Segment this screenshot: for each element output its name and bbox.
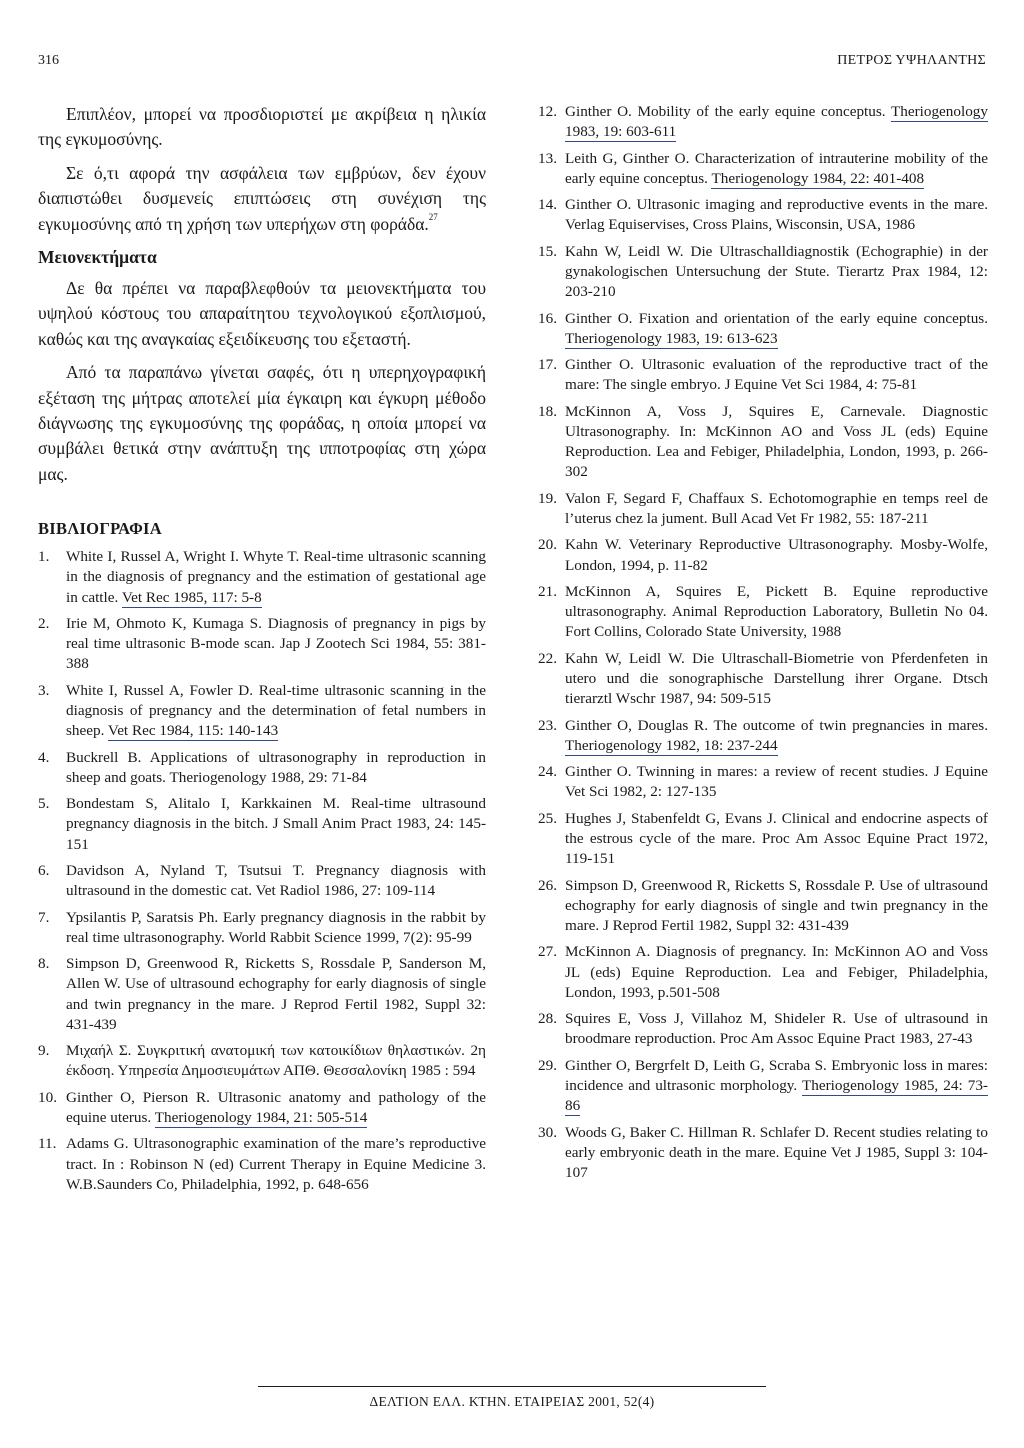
reference-item: [538, 582, 988, 643]
reference-number: 18.: [538, 402, 557, 420]
section-subheading: Μειονεκτήματα: [38, 247, 157, 268]
reference-text: White I, Russel A, Wright I. Whyte T. Real-time ultrasonic scanning in the diagnosis of pregnancy and the estimation of gestational age in cattle.: [66, 548, 486, 606]
reference-item: [538, 1056, 988, 1117]
reference-item: [38, 547, 486, 608]
reference-text: Ginther O. Ultrasonic imaging and reproductive events in the mare. Verlag Equiservises, Cross Plains, Wisconsin, USA, 1986: [565, 196, 988, 234]
reference-body: [565, 809, 988, 870]
reference-body: [565, 1009, 988, 1049]
reference-number: 20.: [538, 536, 557, 554]
reference-number: 1.: [38, 548, 50, 566]
reference-body: [565, 716, 988, 756]
reference-number: 29.: [538, 1056, 557, 1074]
reference-item: [38, 861, 486, 901]
reference-number: 27.: [538, 943, 557, 961]
reference-body: [66, 794, 486, 855]
reference-item: [38, 908, 486, 948]
reference-item: [538, 242, 988, 303]
reference-body: [565, 1123, 988, 1184]
reference-item: [538, 489, 988, 529]
reference-item: [538, 102, 988, 142]
reference-body: [565, 309, 988, 349]
reference-link[interactable]: Theriogenology 1983, 19: 613-623: [565, 329, 778, 347]
reference-number: 6.: [38, 862, 50, 880]
body-paragraph: Από τα παραπάνω γίνεται σαφές, ότι η υπερηχογραφική εξέταση της μήτρας αποτελεί μία έγκαιρη και έγκυρη μέθοδο διάγνωσης της εγκυμοσύνης της φοράδας, η οποία μπορεί να συμβάλει θετικά στην ανάπτυξη της ιπποτροφίας στη χώρα μας.: [38, 362, 486, 484]
reference-body: [565, 102, 988, 142]
reference-number: 8.: [38, 955, 50, 973]
reference-number: 10.: [38, 1088, 57, 1106]
reference-text: Ginther O, Pierson R. Ultrasonic anatomy and pathology of the equine uterus.: [66, 1088, 486, 1127]
reference-text: Bondestam S, Alitalo I, Karkkainen M. Real-time ultrasound pregnancy diagnosis in the bitch. J Small Anim Pract 1983, 24: 145-151: [66, 795, 486, 853]
reference-number: 26.: [538, 876, 557, 894]
reference-body: [66, 681, 486, 742]
reference-body: [565, 355, 988, 395]
reference-text: Ginther O. Ultrasonic evaluation of the reproductive tract of the mare: The single embryo. J Equine Vet Sci 1984, 4: 75-81: [565, 356, 988, 394]
reference-item: [38, 1041, 486, 1081]
reference-item: [538, 1123, 988, 1184]
reference-item: [538, 535, 988, 575]
reference-body: [66, 954, 486, 1035]
reference-number: 7.: [38, 908, 50, 926]
reference-item: [38, 1134, 486, 1195]
reference-item: [538, 716, 988, 756]
reference-text: Woods G, Baker C. Hillman R. Schlafer D. Recent studies relating to early embryonic death in the mare. Equine Vet J 1985, Suppl 3: 104-107: [565, 1123, 988, 1181]
reference-number: 30.: [538, 1123, 557, 1141]
reference-body: [565, 489, 988, 529]
reference-number: 3.: [38, 681, 50, 699]
reference-number: 22.: [538, 649, 557, 667]
reference-text: Ginther O. Fixation and orientation of the early equine conceptus.: [565, 309, 988, 327]
reference-text: Valon F, Segard F, Chaffaux S. Echotomographie en temps reel de l’uterus chez la jument. Bull Acad Vet Fr 1982, 55: 187-211: [565, 489, 988, 527]
reference-item: [538, 876, 988, 937]
reference-link[interactable]: Vet Rec 1985, 117: 5-8: [121, 588, 262, 606]
reference-item: [538, 649, 988, 710]
reference-item: [538, 149, 988, 189]
reference-text: McKinnon A. Diagnosis of pregnancy. In: McKinnon AO and Voss JL (eds) Equine Reproduction. Lea and Febiger, Philadelphia, London, 1993, p.501-508: [565, 943, 988, 1001]
reference-link[interactable]: Theriogenology 1984, 21: 505-514: [154, 1109, 368, 1127]
citation-superscript: 27: [428, 211, 438, 222]
reference-item: [538, 309, 988, 349]
footer-rule: [258, 1386, 766, 1387]
reference-link[interactable]: Theriogenology 1983, 19: 603-611: [565, 103, 988, 141]
body-paragraph: Δε θα πρέπει να παραβλεφθούν τα μειονεκτήματα του υψηλού κόστους του απαραίτητου τεχνολογικού εξοπλισμού, καθώς και της αναγκαίας εξειδίκευσης του εξεταστή.: [38, 278, 486, 349]
body-paragraph: Επιπλέον, μπορεί να προσδιοριστεί με ακρίβεια η ηλικία της εγκυμοσύνης.: [38, 104, 486, 150]
reference-item: [38, 614, 486, 675]
reference-item: [538, 1009, 988, 1049]
reference-text: McKinnon A, Voss J, Squires E, Carnevale. Diagnostic Ultrasonography. In: McKinnon AO and Voss JL (eds) Equine Reproduction. Lea and Febiger, Philadelphia, London, 1993, p. 266-302: [565, 402, 988, 481]
reference-text: Ginther O. Twinning in mares: a review of recent studies. J Equine Vet Sci 1982, 2: 127-135: [565, 763, 988, 801]
journal-footer: ΔΕΛΤΙΟΝ ΕΛΛ. ΚΤΗΝ. ΕΤΑΙΡΕΙΑΣ 2001, 52(4): [369, 1394, 655, 1409]
reference-number: 2.: [38, 615, 50, 633]
reference-text: Irie M, Ohmoto K, Kumaga S. Diagnosis of pregnancy in pigs by real time ultrasonic B-mode scan. Jap J Zootech Sci 1984, 55: 381-388: [66, 615, 486, 673]
reference-text: Squires E, Voss J, Villahoz M, Shideler R. Use of ultrasound in broodmare reproduction. Proc Am Assoc Equine Pract 1983, 27-43: [565, 1010, 988, 1048]
reference-body: [565, 582, 988, 643]
reference-text: Kahn W. Veterinary Reproductive Ultrasonography. Mosby-Wolfe, London, 1994, p. 11-82: [565, 536, 988, 574]
reference-body: [66, 908, 486, 948]
reference-number: 16.: [538, 309, 557, 327]
reference-item: [38, 1088, 486, 1128]
reference-number: 9.: [38, 1042, 50, 1060]
reference-text: Kahn W, Leidl W. Die Ultraschall-Biometrie von Pferdenfeten in utero und die sonographische Darstellung ihrer Organe. Dtsch tierarztl Wschr 1987, 94: 509-515: [565, 649, 988, 708]
reference-link[interactable]: Theriogenology 1985, 24: 73-86: [565, 1076, 988, 1115]
reference-link[interactable]: Theriogenology 1984, 22: 401-408: [711, 169, 925, 187]
reference-item: [38, 681, 486, 742]
reference-item: [538, 355, 988, 395]
reference-body: [565, 535, 988, 575]
reference-body: [565, 1056, 988, 1117]
reference-body: [66, 861, 486, 901]
reference-body: [66, 748, 486, 788]
reference-number: 17.: [538, 356, 557, 374]
body-paragraph-text: Σε ό,τι αφορά την ασφάλεια των εμβρύων, δεν έχουν διαπιστώθει δυσμενείς επιπτώσεις στη συνέχιση της εγκυμοσύνης από τη χρήση των υπερήχων στη φοράδα.: [38, 162, 486, 234]
reference-body: [66, 1134, 486, 1195]
reference-number: 11.: [38, 1135, 57, 1153]
reference-item: [538, 762, 988, 802]
reference-text: Ginther O, Douglas R. The outcome of twin pregnancies in mares.: [565, 716, 988, 734]
reference-body: [565, 649, 988, 710]
reference-link[interactable]: Vet Rec 1984, 115: 140-143: [107, 722, 279, 740]
reference-text: Ypsilantis P, Saratsis Ph. Early pregnancy diagnosis in the rabbit by real time ultrasonography. World Rabbit Science 1999, 7(2): 95-99: [66, 908, 486, 946]
reference-item: [38, 748, 486, 788]
reference-item: [538, 809, 988, 870]
reference-text: Ginther O. Mobility of the early equine conceptus.: [565, 103, 891, 120]
right-column: [538, 102, 988, 1189]
reference-body: [565, 195, 988, 235]
reference-body: [565, 762, 988, 802]
reference-list: [538, 102, 988, 1183]
reference-body: [565, 876, 988, 937]
reference-text: Hughes J, Stabenfeldt G, Evans J. Clinical and endocrine aspects of the estrous cycle of the mare. Proc Am Assoc Equine Pract 1972, 119-151: [565, 809, 988, 868]
reference-number: 15.: [538, 242, 557, 260]
reference-number: 28.: [538, 1010, 557, 1028]
reference-body: [565, 402, 988, 483]
reference-number: 25.: [538, 809, 557, 827]
running-head: ΠΕΤΡΟΣ ΥΨΗΛΑΝΤΗΣ: [837, 53, 986, 68]
reference-number: 14.: [538, 196, 557, 214]
reference-text: Simpson D, Greenwood R, Ricketts S, Rossdale P. Use of ultrasound echography for early diagnosis of single and twin pregnancy in the mare. J Reprod Fertil 1982, Suppl 32: 431-439: [565, 876, 988, 934]
reference-body: [66, 1041, 486, 1081]
reference-body: [66, 547, 486, 608]
reference-number: 13.: [538, 149, 557, 167]
reference-text: Μιχαήλ Σ. Συγκριτική ανατομική των κατοικίδιων θηλαστικών. 2η έκδοση. Υπηρεσία Δημοσιευμάτων ΑΠΘ. Θεσσαλονίκη 1985 : 594: [66, 1042, 486, 1080]
reference-link[interactable]: Theriogenology 1982, 18: 237-244: [565, 736, 778, 754]
reference-text: Davidson A, Nyland T, Tsutsui T. Pregnancy diagnosis with ultrasound in the domestic cat. Vet Radiol 1986, 27: 109-114: [66, 862, 486, 900]
reference-text: Leith G, Ginther O. Characterization of intrauterine mobility of the early equine conceptus.: [565, 149, 988, 187]
reference-body: [565, 149, 988, 189]
reference-body: [66, 614, 486, 675]
reference-number: 4.: [38, 748, 50, 766]
reference-item: [538, 942, 988, 1003]
reference-text: Adams G. Ultrasonographic examination of the mare’s reproductive tract. In : Robinson N (ed) Current Therapy in Equine Medicine 3. W.B.Saunders Co, Philadelphia, 1992, p. 648-656: [66, 1135, 486, 1193]
reference-number: 24.: [538, 763, 557, 781]
left-column: [38, 102, 486, 1201]
reference-list: [38, 547, 486, 1195]
reference-text: White I, Russel A, Fowler D. Real-time ultrasonic scanning in the diagnosis of pregnancy and the determination of fetal numbers in sheep.: [66, 681, 486, 740]
reference-number: 5.: [38, 795, 50, 813]
reference-text: McKinnon A, Squires E, Pickett B. Equine reproductive ultrasonography. Animal Reproduction Laboratory, Bulletin No 04. Fort Collins, Colorado State University, 1988: [565, 582, 988, 641]
reference-number: 12.: [538, 103, 557, 120]
reference-text: Ginther O, Bergrfelt D, Leith G, Scraba S. Embryonic loss in mares: incidence and ultrasonic morphology.: [565, 1056, 988, 1094]
reference-number: 23.: [538, 716, 557, 734]
reference-number: 21.: [538, 582, 557, 600]
reference-item: [38, 794, 486, 855]
bibliography-title: ΒΙΒΛΙΟΓΡΑΦΙΑ: [38, 519, 162, 539]
reference-item: [538, 402, 988, 483]
reference-number: 19.: [538, 489, 557, 507]
reference-text: Simpson D, Greenwood R, Ricketts S, Rossdale P, Sanderson M, Allen W. Use of ultrasound echography for early diagnosis of single and twin pregnancy in the mare. J Reprod Fertil 1982, Suppl 32: 431-439: [66, 955, 486, 1033]
reference-item: [538, 195, 988, 235]
reference-body: [66, 1088, 486, 1128]
body-paragraph: [38, 161, 486, 237]
reference-body: [565, 242, 988, 303]
reference-text: Kahn W, Leidl W. Die Ultraschalldiagnostik (Echographie) in der gynakologischen Untersuchung der Stute. Tierartz Prax 1984, 12: 203-210: [565, 242, 988, 301]
page-number: 316: [38, 53, 59, 68]
reference-text: Buckrell B. Applications of ultrasonography in reproduction in sheep and goats. Theriogenology 1988, 29: 71-84: [66, 748, 486, 786]
reference-body: [565, 942, 988, 1003]
reference-item: [38, 954, 486, 1035]
